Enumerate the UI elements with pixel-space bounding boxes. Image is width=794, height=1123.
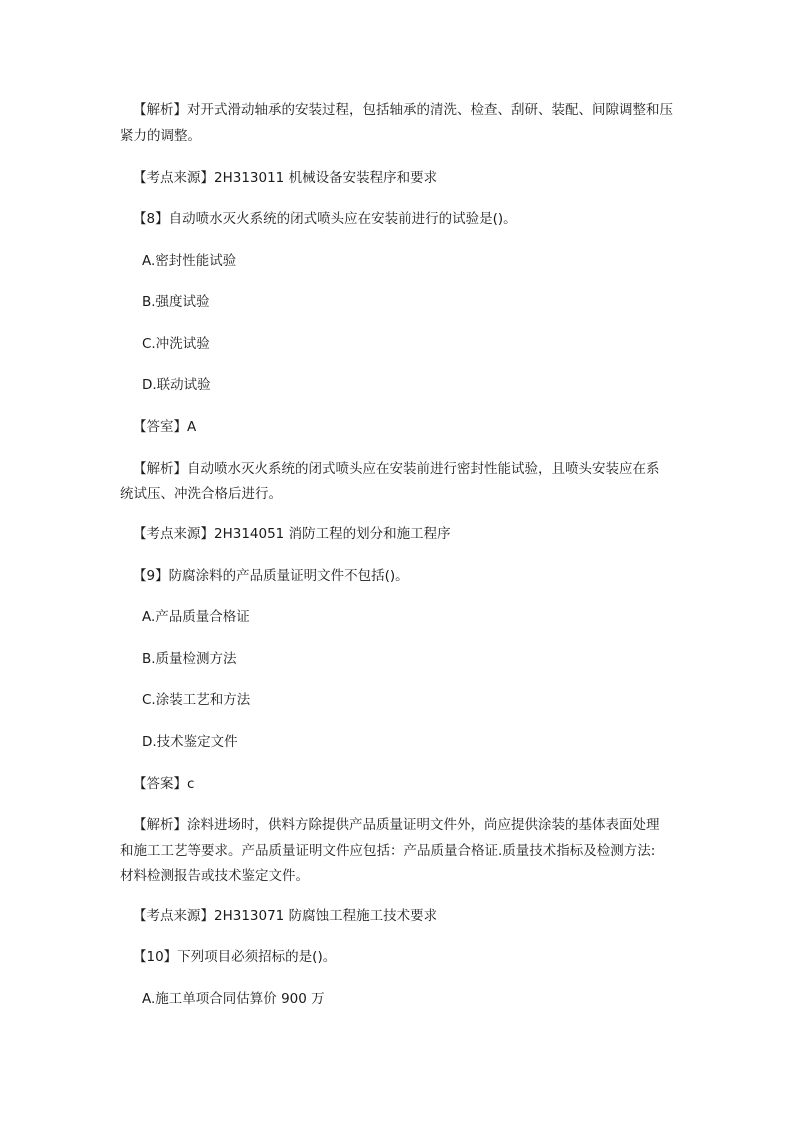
q8-option-c: C.冲洗试验: [142, 336, 210, 352]
q8-analysis-line2: 统试压、冲洗合格后进行。: [120, 486, 282, 502]
q7-analysis-line2: 紧力的调整。: [120, 128, 201, 144]
q9-source: 【考点来源】2H313071 防腐蚀工程施工技术要求: [133, 908, 438, 924]
q9-option-b: B.质量检测方法: [142, 651, 237, 667]
q9-option-d: D.技术鉴定文件: [142, 734, 238, 750]
q10-option-a: A.施工单项合同估算价 900 万: [142, 991, 325, 1007]
q8-question: 【8】自动喷水灭火系统的闭式喷头应在安装前进行的试验是()。: [133, 211, 517, 227]
q10-question: 【10】下列项目必须招标的是()。: [133, 949, 337, 965]
q9-question: 【9】防腐涂料的产品质量证明文件不包括()。: [133, 568, 409, 584]
q8-option-d: D.联动试验: [142, 377, 211, 393]
q7-source: 【考点来源】2H313011 机械设备安装程序和要求: [133, 170, 438, 186]
q9-analysis-line1: 【解析】涂料进场时，供料方除提供产品质量证明文件外，尚应提供涂装的基体表面处理: [133, 817, 660, 833]
q8-answer: 【答室】A: [133, 419, 197, 435]
q9-option-c: C.涂装工艺和方法: [142, 692, 251, 708]
q8-source: 【考点来源】2H314051 消防工程的划分和施工程序: [133, 526, 451, 542]
q9-analysis-line2: 和施工工艺等要求。产品质量证明文件应包括：产品质量合格证.质量技术指标及检测方法:: [120, 843, 656, 859]
q8-option-a: A.密封性能试验: [142, 253, 237, 269]
q9-option-a: A.产品质量合格证: [142, 609, 250, 625]
q8-analysis-line1: 【解析】自动喷水灭火系统的闭式喷头应在安装前进行密封性能试验，且喷头安装应在系: [133, 461, 660, 477]
q9-answer: 【答案】c: [133, 776, 195, 792]
q7-analysis-line1: 【解析】对开式滑动轴承的安装过程，包括轴承的清洗、检查、刮研、装配、间隙调整和压: [133, 102, 673, 118]
q9-analysis-line3: 材料检测报告或技术鉴定文件。: [120, 868, 309, 884]
q8-option-b: B.强度试验: [142, 294, 210, 310]
